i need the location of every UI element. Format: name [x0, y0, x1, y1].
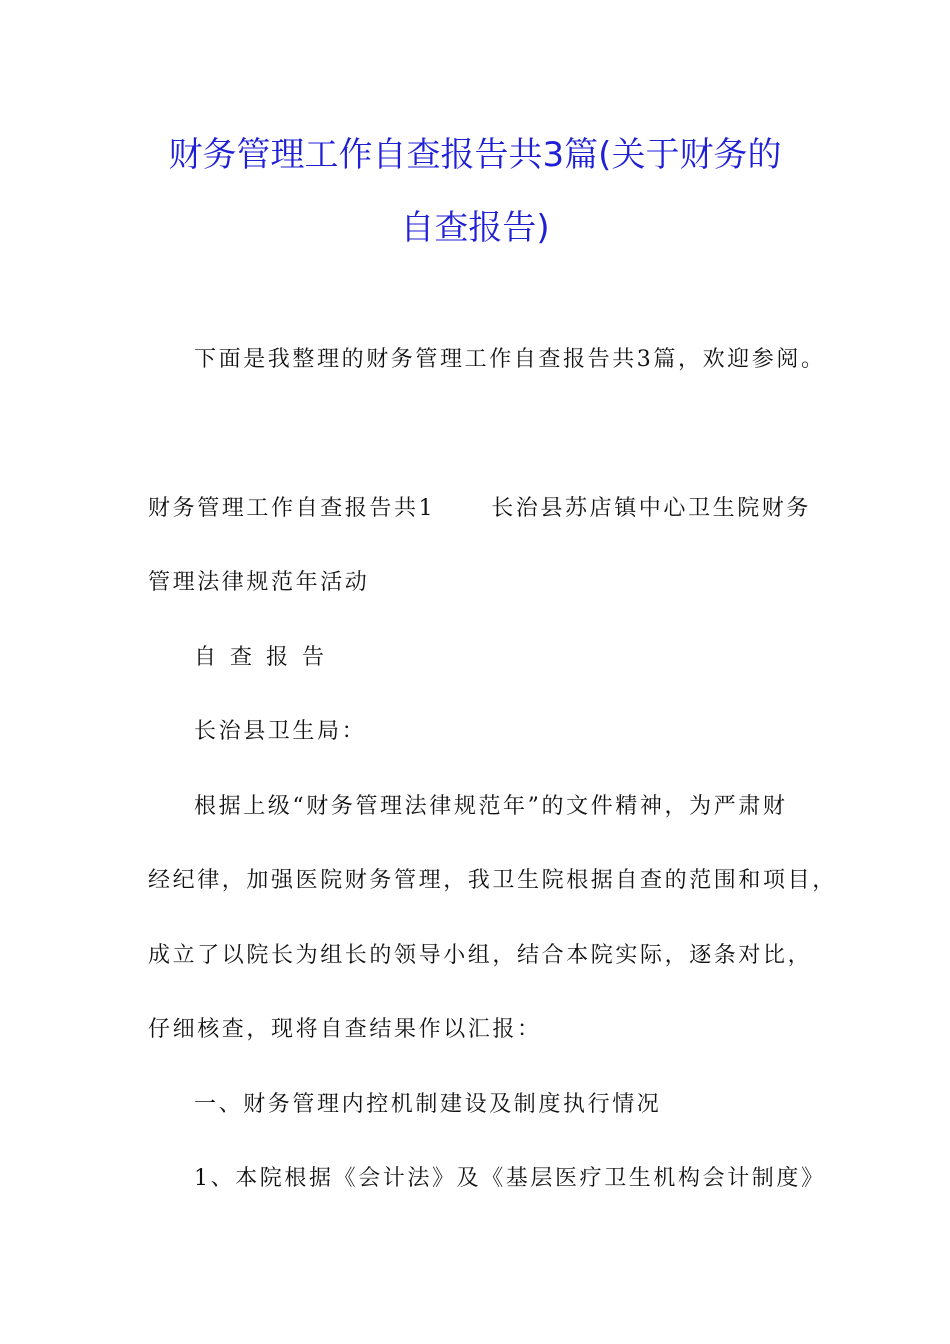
paragraph-line-2: 经纪律，加强医院财务管理，我卫生院根据自查的范围和项目，	[148, 868, 837, 893]
report-subtitle: 自查报告	[194, 645, 339, 670]
document-title-line-1: 财务管理工作自查报告共3篇(关于财务的	[168, 135, 782, 175]
section-heading-line-1	[148, 494, 811, 524]
section-heading-line-2: 管理法律规范年活动	[148, 570, 370, 595]
intro-paragraph: 下面是我整理的财务管理工作自查报告共3篇，欢迎参阅。	[194, 347, 826, 372]
section-heading-right: 长治县苏店镇中心卫生院财务	[491, 496, 812, 521]
item-1-line: 1、本院根据《会计法》及《基层医疗卫生机构会计制度》	[194, 1166, 826, 1191]
section-heading-left: 财务管理工作自查报告共1	[148, 496, 436, 521]
subsection-heading: 一、财务管理内控机制建设及制度执行情况	[194, 1092, 662, 1117]
addressee: 长治县卫生局：	[194, 719, 367, 744]
paragraph-line-1: 根据上级“财务管理法律规范年”的文件精神，为严肃财	[194, 794, 788, 819]
paragraph-line-3: 成立了以院长为组长的领导小组，结合本院实际，逐条对比，	[148, 943, 813, 968]
paragraph-line-4: 仔细核查，现将自查结果作以汇报：	[148, 1017, 542, 1042]
document-title-line-2: 自查报告)	[400, 208, 550, 248]
